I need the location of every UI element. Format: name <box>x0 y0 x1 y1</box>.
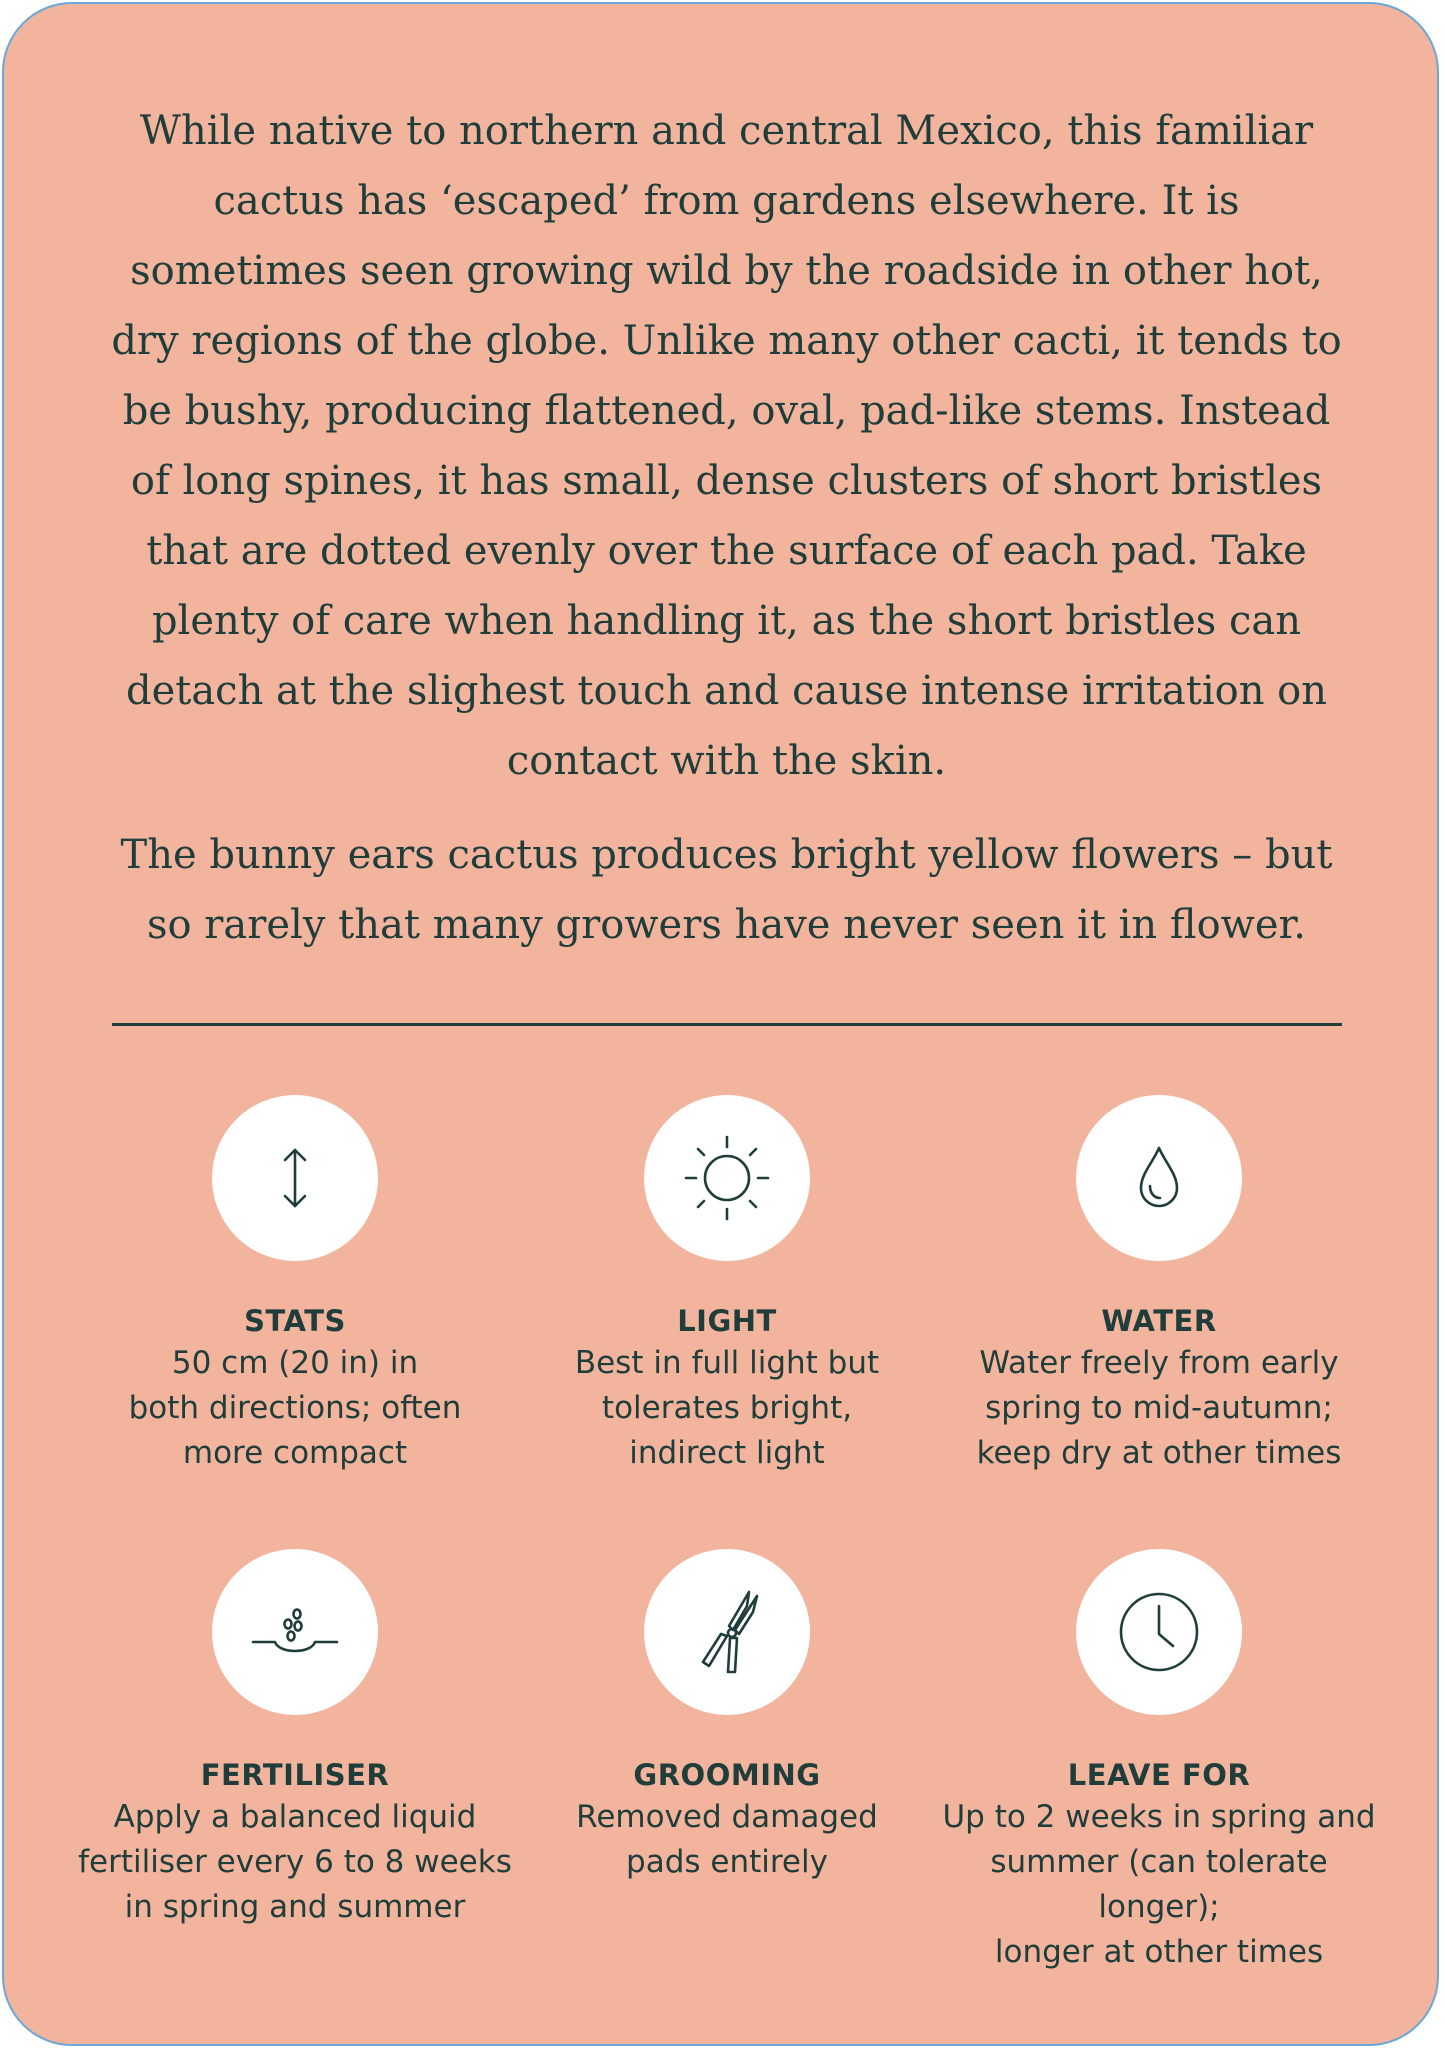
sun-icon <box>644 1095 810 1261</box>
care-item-light <box>507 1095 947 1476</box>
up-down-arrow-icon <box>212 1095 378 1261</box>
care-item-grooming <box>507 1549 947 1885</box>
care-item-stats <box>75 1095 515 1476</box>
care-item-water <box>939 1095 1379 1476</box>
care-text-water: Water freely from early spring to mid-autumn; keep dry at other times <box>976 1345 1342 1471</box>
care-item-fertiliser <box>75 1549 515 1930</box>
clock-icon <box>1076 1549 1242 1715</box>
care-text-light: Best in full light but tolerates bright, indirect light <box>574 1345 880 1471</box>
care-text-fertiliser: Apply a balanced liquid fertiliser every 6 to 8 weeks in spring and summer <box>78 1799 512 1925</box>
plant-info-card <box>2 2 1439 2046</box>
care-title-fertiliser: FERTILISER <box>200 1758 390 1792</box>
care-title-leave-for: LEAVE FOR <box>1067 1758 1251 1792</box>
care-text-leave-for: Up to 2 weeks in spring and summer (can tolerate longer); longer at other times <box>942 1799 1376 1970</box>
pruning-shears-icon <box>644 1549 810 1715</box>
fertiliser-icon <box>212 1549 378 1715</box>
care-text-grooming: Removed damaged pads entirely <box>576 1799 878 1880</box>
care-title-stats: STATS <box>244 1304 346 1338</box>
care-title-grooming: GROOMING <box>633 1758 821 1792</box>
care-text-stats: 50 cm (20 in) in both directions; often more compact <box>128 1345 462 1471</box>
water-drop-icon <box>1076 1095 1242 1261</box>
section-divider <box>112 1023 1342 1026</box>
care-item-leave-for <box>939 1549 1379 1975</box>
care-title-water: WATER <box>1101 1304 1217 1338</box>
description-paragraph-2: The bunny ears cactus produces bright yellow flowers – but so rarely that many growers have never seen it in flower. <box>120 832 1333 948</box>
care-title-light: LIGHT <box>677 1304 777 1338</box>
description-paragraph-1: While native to northern and central Mexico, this familiar cactus has ‘escaped’ from gardens elsewhere. It is sometimes seen growing wild by the roadside in other hot, dry regions of the globe. Unlike many other cacti, it tends to be bushy, producing flattened, oval, pad-like stems. Instead of long spines, it has small, dense clusters of short bristles that are dotted evenly over the surface of each pad. Take plenty of care when handling it, as the short bristles can detach at the slighest touch and cause intense irritation on contact with the skin. <box>111 108 1342 784</box>
